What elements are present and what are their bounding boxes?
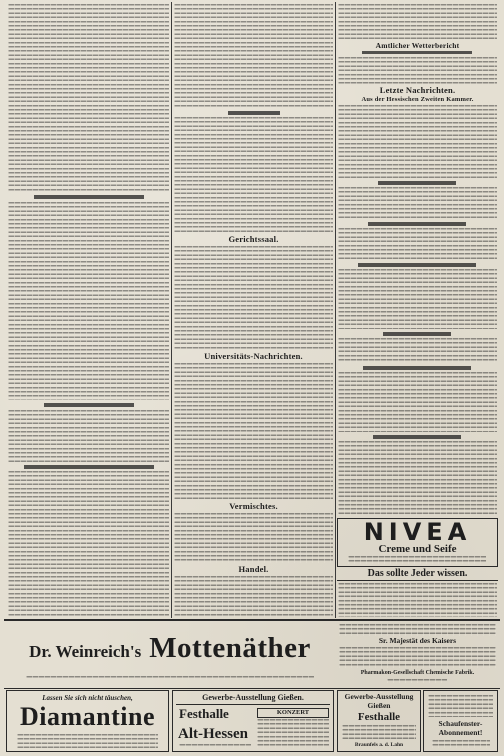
section-rule (4, 619, 500, 621)
nivea-ad (337, 518, 498, 567)
nivea-tagline: Das sollte Jeder wissen. (367, 568, 468, 579)
heading-letzte-nachrichten: Letzte Nachrichten. (379, 85, 456, 95)
article-text (338, 269, 497, 329)
article-text (174, 363, 333, 500)
nivea-brand: NIVEA (363, 518, 472, 546)
gewerbe-braunfels-ad (337, 690, 421, 752)
gewerbe-title: Gewerbe-Ausstellung Gießen (344, 692, 414, 710)
section-heading (34, 195, 144, 199)
konzert-label: KONZERT (257, 708, 329, 718)
section-heading (368, 222, 466, 226)
column-rule (335, 2, 336, 618)
diamantine-intro: Lassen Sie sich nicht täuschen, (42, 694, 133, 702)
ad-rule (176, 704, 330, 705)
ad-text (339, 624, 496, 636)
schaufenster-ad (423, 690, 498, 752)
ad-text (339, 647, 496, 668)
ad-text (428, 695, 493, 717)
article-text (338, 57, 497, 84)
section-heading (228, 111, 280, 115)
ad-text (26, 676, 314, 680)
ad-text (432, 740, 490, 748)
article-text (174, 4, 333, 108)
article-text (174, 246, 333, 350)
ad-text (342, 725, 416, 739)
heading-vermischtes: Vermischtes. (229, 501, 278, 511)
kaiser-line: Sr. Majestät des Kaisers (378, 636, 457, 645)
section-heading (363, 366, 471, 370)
ad-text (17, 734, 158, 748)
nivea-product: Creme und Seife (378, 543, 457, 555)
article-text (338, 372, 497, 432)
heading-hessische-kammer: Aus der Hessischen Zweiten Kammer. (361, 96, 474, 103)
article-text (338, 583, 497, 617)
festhalle-label: Festhalle (179, 706, 229, 721)
article-text (338, 105, 497, 178)
article-text (8, 202, 169, 400)
festhalle-label: Festhalle (357, 711, 401, 723)
section-rule (4, 688, 500, 689)
article-text (174, 513, 333, 563)
section-heading (383, 332, 451, 336)
weinreich-product: Mottenäther (149, 632, 311, 664)
alt-hessen-label: Alt-Hessen (178, 726, 248, 742)
ad-text (179, 744, 251, 748)
weinreich-name: Dr. Weinreich's (29, 642, 142, 661)
section-heading (44, 403, 134, 407)
article-text (8, 410, 169, 462)
article-text (338, 338, 497, 363)
section-heading (373, 435, 461, 439)
column-rule (171, 2, 172, 618)
section-subheading (362, 51, 472, 54)
ad-text (348, 556, 486, 564)
article-text (338, 187, 497, 219)
diamantine-ad (6, 690, 169, 752)
article-text (338, 4, 497, 39)
weinreich-ad (6, 622, 334, 686)
pharmakon-company: Pharmakon-Gesellschaft Chemische Fabrik. (360, 670, 475, 676)
gewerbe-festhalle-ad (172, 690, 334, 752)
heading-universitaets-nachrichten: Universitäts-Nachrichten. (204, 351, 303, 361)
heading-wetterbericht: Amtlicher Wetterbericht (375, 41, 460, 50)
braunfels-label: Braunfels a. d. Lahn (354, 742, 404, 748)
heading-handel: Handel. (238, 564, 269, 574)
heading-gerichtssaal: Gerichtssaal. (228, 234, 279, 244)
section-heading (378, 181, 456, 185)
schaufenster-title: Schaufenster-Abonnement! (438, 719, 483, 737)
article-text (8, 4, 169, 192)
pharmakon-ad (337, 622, 498, 686)
section-heading (358, 263, 476, 267)
ad-rule (337, 580, 498, 581)
article-text (8, 471, 169, 616)
ad-text (387, 679, 447, 683)
article-text (174, 576, 333, 617)
diamantine-name: Diamantine (20, 702, 155, 731)
section-heading (24, 465, 154, 469)
gewerbe-title: Gewerbe-Ausstellung Gießen. (202, 693, 304, 702)
article-text (338, 441, 497, 515)
weinreich-title (6, 632, 334, 665)
article-text (338, 228, 497, 260)
ad-text (257, 719, 329, 748)
article-text (174, 117, 333, 232)
